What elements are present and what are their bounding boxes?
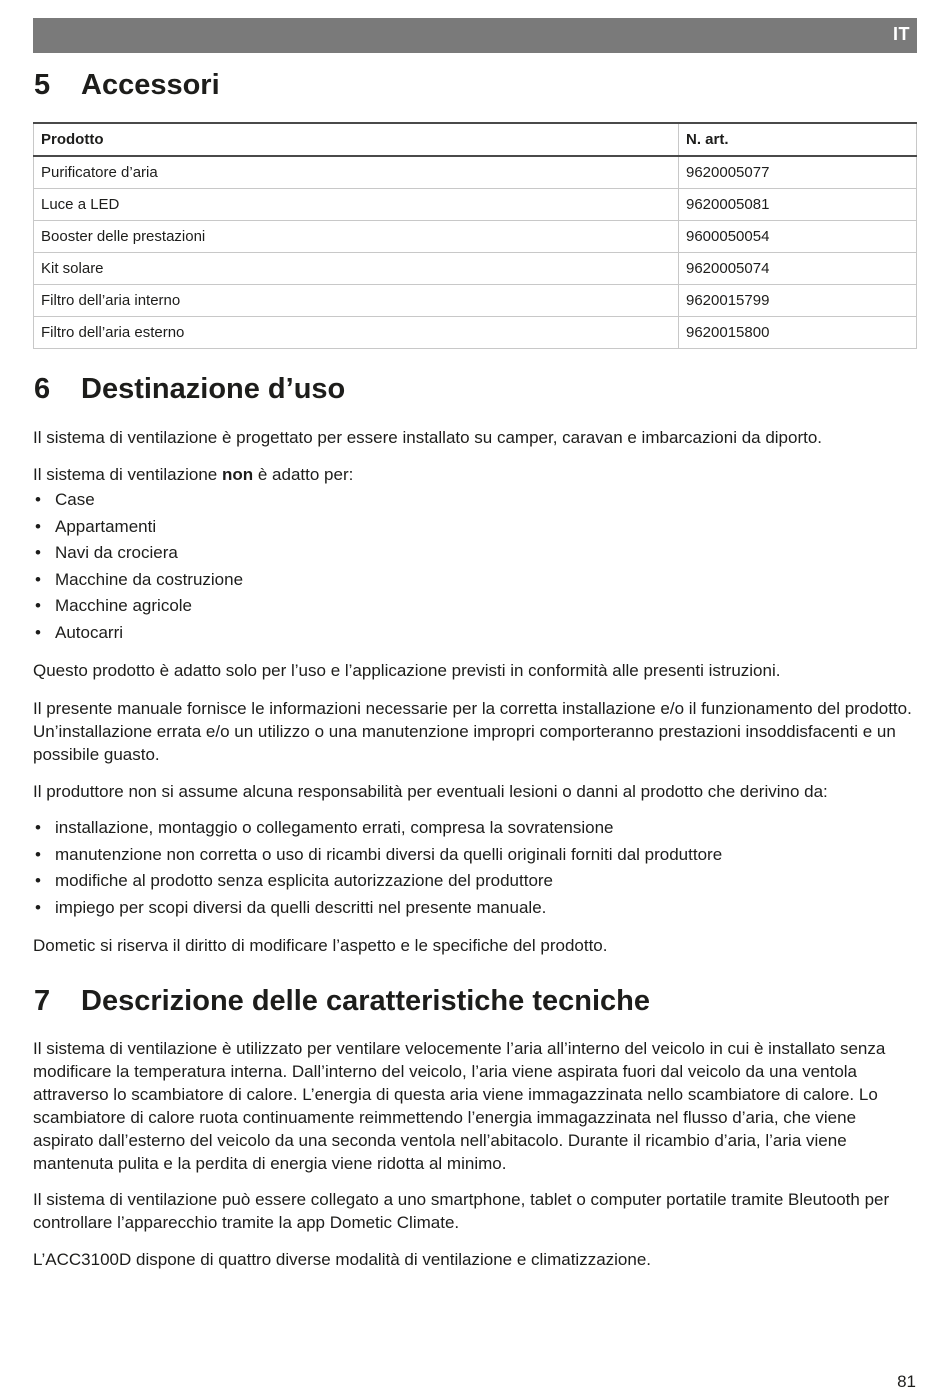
not-suitable-list — [33, 487, 913, 646]
article-number-cell: 9620005074 — [679, 253, 917, 285]
list-item — [33, 567, 913, 594]
product-cell: Kit solare — [34, 253, 679, 285]
bullet-icon: • — [35, 543, 41, 562]
product-cell: Luce a LED — [34, 189, 679, 221]
product-cell: Filtro dell’aria esterno — [34, 317, 679, 349]
language-code: IT — [893, 24, 910, 44]
list-item-text: Navi da crociera — [55, 543, 178, 562]
table-row — [34, 285, 917, 317]
table-header-row — [34, 123, 917, 156]
table-row — [34, 221, 917, 253]
liability-list — [33, 815, 913, 921]
list-item-text: impiego per scopi diversi da quelli descritti nel presente manuale. — [55, 897, 547, 917]
list-item — [33, 514, 913, 541]
list-item-text: modifiche al prodotto senza esplicita autorizzazione del produttore — [55, 871, 554, 890]
section-5-heading — [34, 68, 220, 102]
bullet-icon: • — [35, 490, 41, 509]
list-item-text: Macchine agricole — [55, 596, 193, 615]
product-cell: Booster delle prestazioni — [34, 221, 679, 253]
list-item-text: Autocarri — [55, 622, 124, 642]
bullet-icon: • — [35, 844, 41, 864]
list-item-text: Macchine da costruzione — [55, 569, 244, 589]
list-item-text: Case — [55, 490, 95, 509]
bullet-icon: • — [35, 516, 41, 536]
bullet-icon: • — [35, 871, 41, 890]
section-7-number: 7 — [34, 985, 51, 1017]
list-item — [33, 895, 913, 922]
list-item-text: Appartamenti — [55, 516, 157, 536]
usage-conformity-paragraph: Questo prodotto è adatto solo per l’uso e l’applicazione previsti in conformità alle presenti istruzioni. — [33, 661, 781, 680]
list-item — [33, 842, 913, 869]
section-6-number: 6 — [34, 373, 51, 405]
article-number-cell: 9600050054 — [679, 221, 917, 253]
table-row — [34, 253, 917, 285]
list-item — [33, 593, 913, 620]
accessories-table — [33, 122, 917, 349]
table-row — [34, 189, 917, 221]
article-number-cell: 9620005081 — [679, 189, 917, 221]
not-suitable-intro — [33, 463, 913, 486]
bullet-icon: • — [35, 897, 41, 917]
header-bar — [33, 18, 917, 53]
section-7-title: Descrizione delle caratteristiche tecniche — [81, 985, 650, 1017]
manual-info-paragraph: Il presente manuale fornisce le informazioni necessarie per la corretta installazione e/o il funzionamento del prodotto. Un’installazione errata e/o un utilizzo o una manutenzione impropri comporteranno prestazioni insoddisfacenti e un possibile guasto. — [33, 699, 912, 764]
list-item — [33, 487, 913, 514]
article-number-cell: 9620015800 — [679, 317, 917, 349]
list-item — [33, 868, 913, 895]
technical-description-paragraph: Il sistema di ventilazione è utilizzato per ventilare velocemente l’aria all’interno del veicolo in cui è installato senza modificare la temperatura interna. Dall’interno del veicolo, l’aria viene aspirata fuori dal veicolo da una ventola attraverso lo scambiatore di calore. L’energia di questa aria viene immagazzinata nello scambiatore di calore. Lo scambiatore di calore ruota continuamente reimmettendo l’energia immagazzinata nel flusso d’aria, che viene aspirato dall’esterno del veicolo da una seconda ventola nell’abitacolo. Durante il ricambio d’aria, l’aria viene mantenuta pulita e la perdita di energia viene ridotta al minimo. — [33, 1039, 886, 1173]
not-suitable-text-after: è adatto per: — [253, 465, 354, 484]
list-item — [33, 815, 913, 842]
product-cell: Purificatore d’aria — [34, 156, 679, 189]
article-number-cell: 9620015799 — [679, 285, 917, 317]
table-row — [34, 156, 917, 189]
bullet-icon: • — [35, 569, 41, 589]
dometic-rights-paragraph: Dometic si riserva il diritto di modificare l’aspetto e le specifiche del prodotto. — [33, 936, 608, 955]
section-6-title: Destinazione d’uso — [81, 373, 346, 405]
modes-paragraph: L’ACC3100D dispone di quattro diverse modalità di ventilazione e climatizzazione. — [33, 1250, 652, 1269]
page-number: 81 — [897, 1372, 916, 1391]
bullet-icon: • — [35, 596, 41, 615]
list-item — [33, 540, 913, 567]
not-suitable-emphasis: non — [221, 465, 254, 484]
table-row — [34, 317, 917, 349]
column-header-product: Prodotto — [34, 123, 679, 156]
section-5-title: Accessori — [81, 69, 220, 101]
list-item-text: manutenzione non corretta o uso di ricambi diversi da quelli originali forniti dal produttore — [55, 844, 723, 864]
bullet-icon: • — [35, 818, 41, 837]
intended-use-paragraph: Il sistema di ventilazione è progettato per essere installato su camper, caravan e imbarcazioni da diporto. — [33, 428, 823, 447]
section-5-number: 5 — [34, 69, 51, 101]
article-number-cell: 9620005077 — [679, 156, 917, 189]
bluetooth-paragraph: Il sistema di ventilazione può essere collegato a uno smartphone, tablet o computer portatile tramite Bleutooth per controllare l’apparecchio tramite la app Dometic Climate. — [33, 1190, 890, 1232]
not-suitable-text-before: Il sistema di ventilazione — [33, 465, 222, 484]
section-7-heading — [34, 984, 650, 1018]
liability-paragraph: Il produttore non si assume alcuna responsabilità per eventuali lesioni o danni al prodotto che derivino da: — [33, 782, 828, 801]
column-header-article-number: N. art. — [679, 123, 917, 156]
product-cell: Filtro dell’aria interno — [34, 285, 679, 317]
list-item-text: installazione, montaggio o collegamento errati, compresa la sovratensione — [55, 818, 614, 837]
section-6-heading — [34, 372, 345, 406]
bullet-icon: • — [35, 622, 41, 642]
list-item — [33, 620, 913, 647]
